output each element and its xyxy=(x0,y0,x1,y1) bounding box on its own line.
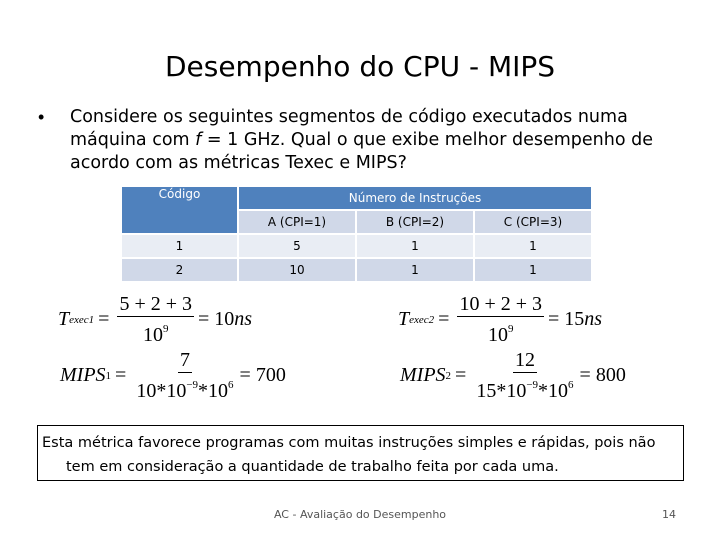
formula-symbol: MIPS xyxy=(60,364,106,386)
texec1-fraction xyxy=(117,292,194,347)
mips1-fraction xyxy=(134,348,235,403)
den-exp: 6 xyxy=(228,379,234,391)
formula-subscript: 1 xyxy=(105,369,112,382)
equals-sign: = xyxy=(455,364,467,386)
fraction-denominator xyxy=(486,317,516,347)
texec2-formula xyxy=(398,292,602,347)
bullet-icon: • xyxy=(38,107,45,127)
den-part: 10*10 xyxy=(136,380,187,402)
fraction-denominator xyxy=(134,373,235,403)
mips2-fraction xyxy=(474,348,575,403)
header-code: Código xyxy=(122,187,237,233)
subheader-a: A (CPI=1) xyxy=(239,211,355,233)
den-base: 10 xyxy=(142,324,163,346)
formula-result: = 15 xyxy=(548,308,585,330)
footer-text: AC - Avaliação do Desempenho xyxy=(273,508,447,521)
den-part: *10 xyxy=(538,380,569,402)
cell-c: 1 xyxy=(475,235,591,257)
equals-sign: = xyxy=(115,364,127,386)
fraction-numerator: 7 xyxy=(179,349,190,371)
table-row xyxy=(122,259,591,281)
den-exp: 9 xyxy=(162,323,169,335)
bullet-point xyxy=(38,106,678,175)
fraction-numerator: 10 + 2 + 3 xyxy=(459,293,542,315)
cell-code: 1 xyxy=(122,235,237,257)
cell-c: 1 xyxy=(475,259,591,281)
den-exp: −9 xyxy=(186,379,199,391)
slide-title: Desempenho do CPU - MIPS xyxy=(164,50,556,83)
texec2-fraction xyxy=(457,292,544,347)
mips1-formula xyxy=(60,348,286,403)
den-part: *10 xyxy=(198,380,229,402)
note-box xyxy=(37,425,684,481)
cell-b: 1 xyxy=(357,235,473,257)
page-number: 14 xyxy=(662,508,676,521)
note-line-1: Esta métrica favorece programas com muitas instruções simples e rápidas, pois não xyxy=(42,435,656,451)
texec1-formula xyxy=(58,292,252,347)
formula-symbol: T xyxy=(58,308,70,330)
formula-subscript: exec1 xyxy=(69,313,95,326)
subheader-b: B (CPI=2) xyxy=(357,211,473,233)
formula-subscript: exec2 xyxy=(409,313,435,326)
instruction-table xyxy=(120,185,593,283)
subheader-c: C (CPI=3) xyxy=(475,211,591,233)
fraction-denominator xyxy=(141,317,171,347)
den-exp: 6 xyxy=(568,379,574,391)
bullet-text-f: f xyxy=(195,130,202,150)
table-row xyxy=(122,235,591,257)
bullet-text-part: = 1 GHz. Qual o que exibe melhor desempenho de acordo com as métricas Texec e MIPS? xyxy=(70,130,654,173)
cell-a: 5 xyxy=(239,235,355,257)
cell-b: 1 xyxy=(357,259,473,281)
den-base: 10 xyxy=(487,324,508,346)
formula-result: = 800 xyxy=(579,364,626,386)
equals-sign: = xyxy=(438,308,450,330)
fraction-denominator xyxy=(474,373,575,403)
formula-result: = 700 xyxy=(239,364,286,386)
formula-symbol: T xyxy=(398,308,410,330)
bullet-text-part: Considere os seguintes segmentos de código executados numa máquina com xyxy=(70,107,628,150)
fraction-numerator: 5 + 2 + 3 xyxy=(119,293,192,315)
den-exp: −9 xyxy=(526,379,539,391)
formula-symbol: MIPS xyxy=(400,364,446,386)
formula-result: = 10 xyxy=(198,308,235,330)
equals-sign: = xyxy=(98,308,110,330)
note-line-2: tem em consideração a quantidade de trabalho feita por cada uma. xyxy=(66,459,559,475)
formula-unit: ns xyxy=(234,308,253,330)
bullet-text xyxy=(70,106,678,175)
cell-a: 10 xyxy=(239,259,355,281)
cell-code: 2 xyxy=(122,259,237,281)
formula-subscript: 2 xyxy=(445,369,452,382)
formula-unit: ns xyxy=(584,308,603,330)
mips2-formula xyxy=(400,348,626,403)
den-exp: 9 xyxy=(507,323,514,335)
den-part: 15*10 xyxy=(476,380,527,402)
header-instructions: Número de Instruções xyxy=(239,187,591,209)
fraction-numerator: 12 xyxy=(514,349,535,371)
